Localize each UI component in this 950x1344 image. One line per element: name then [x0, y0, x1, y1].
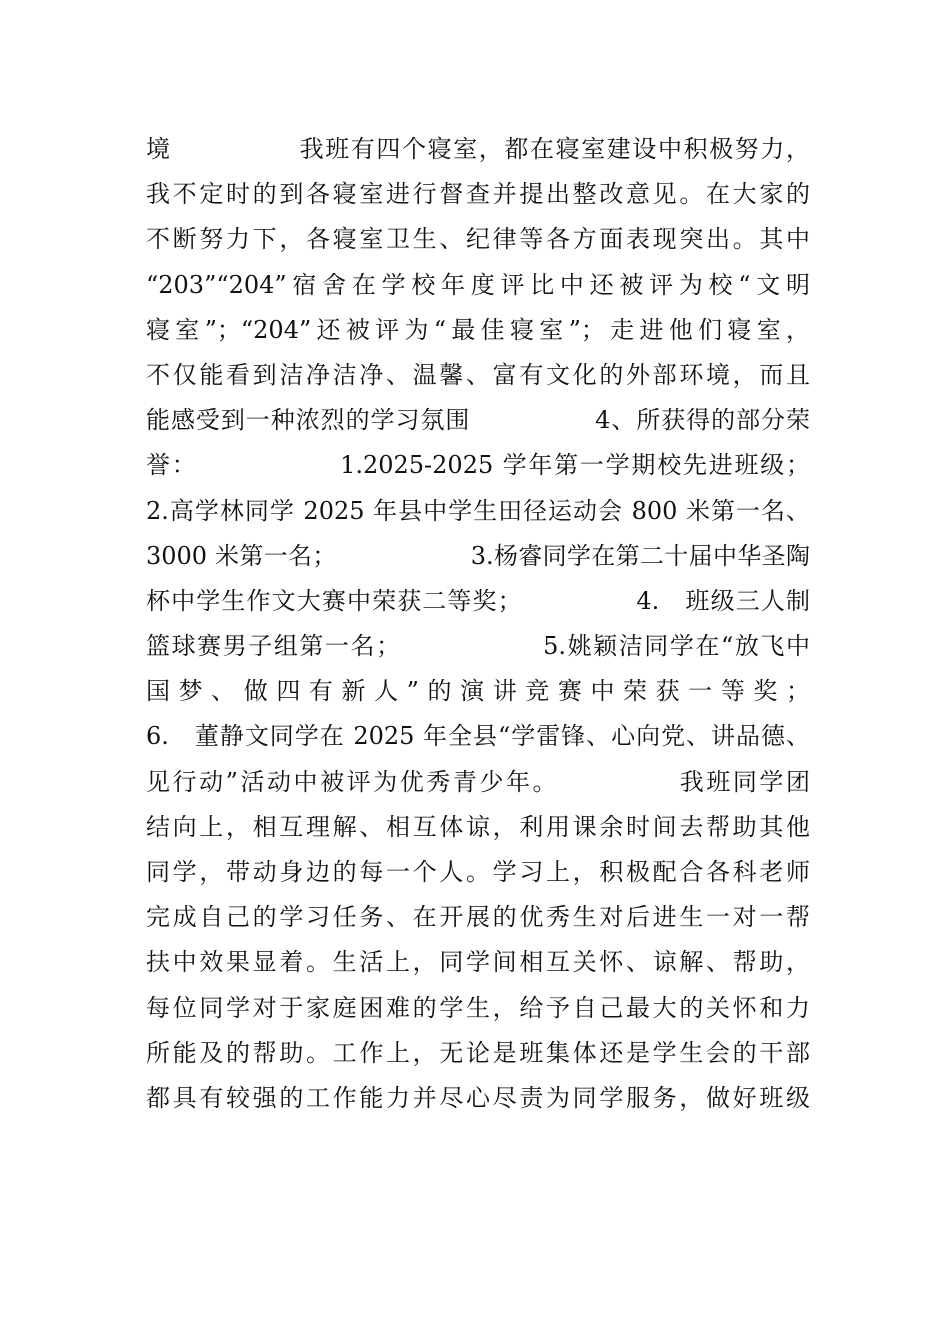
text-line: 境 我班有四个寝室，都在寝室建设中积极努力，	[146, 135, 810, 163]
text-line: 都具有较强的工作能力并尽心尽责为同学服务，做好班级	[146, 1083, 810, 1112]
text-line: 结向上，相互理解、相互体谅，利用课余时间去帮助其他	[146, 812, 810, 841]
text-line: 不仅能看到洁净洁净、温馨、富有文化的外部环境，而且	[146, 360, 810, 389]
text-line: 扶中效果显着。生活上，同学间相互关怀、谅解、帮助，	[146, 948, 810, 977]
body-text	[146, 127, 810, 1121]
text-line: 我不定时的到各寝室进行督查并提出整改意见。在大家的	[146, 180, 810, 209]
text-line: 不断努力下，各寝室卫生、纪律等各方面表现突出。其中	[146, 225, 810, 254]
text-line: 国梦、做四有新人”的演讲竞赛中荣获一等奖；	[146, 677, 810, 706]
text-line: 寝室”；“204”还被评为“最佳寝室”；走进他们寝室，	[146, 315, 810, 344]
text-line: 所能及的帮助。工作上，无论是班集体还是学生会的干部	[146, 1038, 810, 1067]
text-line: 3000 米第一名； 3.杨睿同学在第二十届中华圣陶	[146, 541, 810, 570]
text-line: 篮球赛男子组第一名； 5.姚颖洁同学在“放飞中	[146, 632, 810, 661]
text-line: 能感受到一种浓烈的学习氛围 4、所获得的部分荣	[146, 406, 810, 435]
text-line: 每位同学对于家庭困难的学生，给予自己最大的关怀和力	[146, 993, 810, 1022]
text-line: 2.高学林同学 2025 年县中学生田径运动会 800 米第一名、	[146, 496, 810, 525]
text-line: 同学，带动身边的每一个人。学习上，积极配合各科老师	[146, 858, 810, 886]
text-line: 见行动”活动中被评为优秀青少年。 我班同学团	[146, 767, 810, 796]
text-line: 6. 董静文同学在 2025 年全县“学雷锋、心向党、讲品德、	[146, 722, 810, 751]
text-line: 完成自己的学习任务、在开展的优秀生对后进生一对一帮	[146, 903, 810, 932]
text-line: 杯中学生作文大赛中荣获二等奖； 4. 班级三人制	[146, 586, 810, 615]
text-line: “203”“204”宿舍在学校年度评比中还被评为校“文明	[146, 270, 810, 299]
text-line: 誉： 1.2025-2025 学年第一学期校先进班级；	[146, 451, 810, 480]
